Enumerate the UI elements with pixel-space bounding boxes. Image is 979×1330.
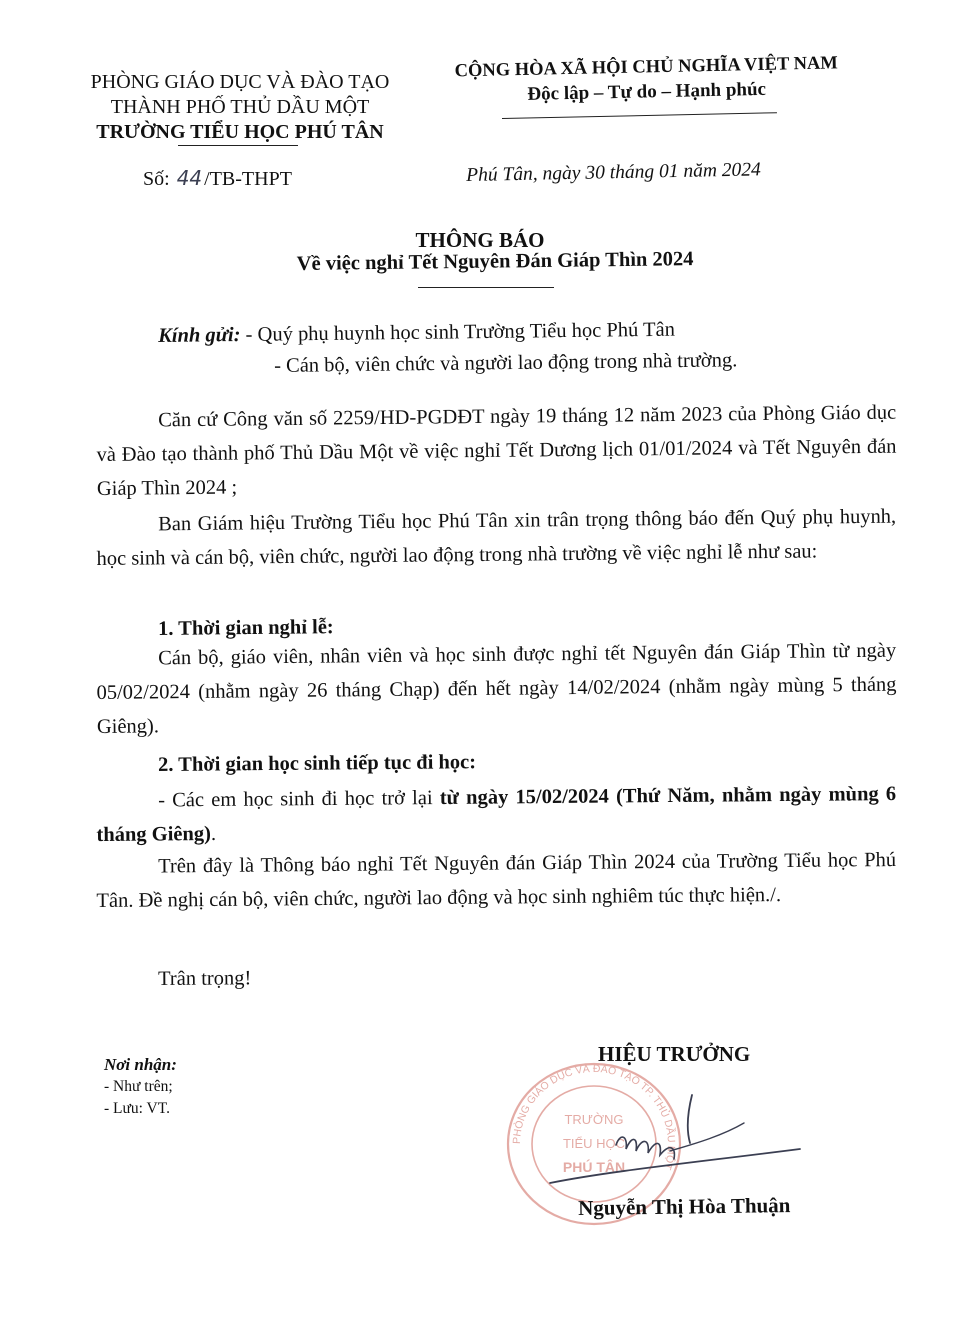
nation-header	[426, 51, 867, 110]
paragraph-announcement: Ban Giám hiệu Trường Tiểu học Phú Tân xin trân trọng thông báo đến Quý phụ huynh, học sinh và cán bộ, viên chức, người lao động trong nhà trường về việc nghỉ lễ như sau:	[96, 505, 897, 570]
return-suffix: .	[210, 822, 217, 845]
school-name: TRƯỜNG TIỂU HỌC PHÚ TÂN	[96, 121, 384, 143]
distribution-label: Nơi nhận:	[104, 1055, 177, 1074]
recipient-line-1: - Quý phụ huynh học sinh Trường Tiểu học Phú Tân	[245, 318, 676, 346]
motto-underline	[502, 112, 777, 119]
section-heading-holiday: 1. Thời gian nghỉ lễ:	[158, 616, 334, 640]
closing-phrase: Trân trọng!	[158, 967, 252, 990]
doc-number-label: Số:	[143, 168, 170, 190]
agency-underline	[178, 145, 298, 146]
document-subtitle: Về việc nghỉ Tết Nguyên Đán Giáp Thìn 2024	[296, 248, 694, 276]
stamp-center-line-3: PHÚ TÂN	[562, 1159, 626, 1175]
paragraph-return-date	[96, 777, 897, 852]
paragraph-legal-basis: Căn cứ Công văn số 2259/HD-PGDĐT ngày 19 tháng 12 năm 2023 của Phòng Giáo dục và Đào tạo thành phố Thủ Dầu Một về việc nghỉ Tết Dương lịch 01/01/2024 và Tết Nguyên đán Giáp Thìn 2024 ;	[96, 401, 897, 500]
agency-header	[60, 70, 420, 145]
distribution-list	[104, 1054, 177, 1120]
recipient-line-2: - Cán bộ, viên chức và người lao động trong nhà trường.	[274, 349, 738, 377]
place-date: Phú Tân, ngày 30 tháng 01 năm 2024	[466, 159, 762, 186]
stamp-center-line-1: TRƯỜNG	[564, 1112, 624, 1127]
recipients-label: Kính gửi:	[158, 323, 241, 347]
paragraph-holiday-period: Cán bộ, giáo viên, nhân viên và học sinh được nghỉ tết Nguyên đán Giáp Thìn từ ngày 05/02/2024 (nhằm ngày 26 tháng Chạp) đến hết ngày 14/02/2024 (nhằm ngày mùng 5 tháng Giêng).	[96, 639, 897, 738]
recipients-block	[158, 319, 675, 348]
distribution-item-1: - Như trên;	[104, 1078, 173, 1095]
stamp-center-line-2: TIỂU HỌC	[562, 1136, 626, 1151]
signer-name: Nguyễn Thị Hòa Thuận	[578, 1193, 791, 1220]
nation-name: CỘNG HÒA XÃ HỘI CHỦ NGHĨA VIỆT NAM	[454, 53, 838, 82]
doc-number-suffix: /TB-THPT	[204, 168, 292, 190]
return-prefix: - Các em học sinh đi học trở lại	[158, 787, 433, 812]
doc-number-handwritten: 44	[176, 166, 203, 190]
document-number	[143, 166, 292, 191]
subtitle-underline	[418, 287, 554, 288]
nation-motto: Độc lập – Tự do – Hạnh phúc	[527, 78, 767, 105]
distribution-item-2: - Lưu: VT.	[104, 1100, 170, 1117]
paragraph-conclusion: Trên đây là Thông báo nghỉ Tết Nguyên đán Giáp Thìn 2024 của Trường Tiểu học Phú Tân. Đề nghị cán bộ, viên chức, người lao động và học sinh nghiêm túc thực hiện./.	[96, 849, 897, 912]
document-title: THÔNG BÁO	[415, 228, 545, 252]
agency-line-1: PHÒNG GIÁO DỤC VÀ ĐÀO TẠO	[90, 71, 390, 93]
stamp-ring-text: PHÒNG GIÁO DỤC VÀ ĐÀO TẠO TP. THỦ DẦU MỘT	[510, 1062, 678, 1172]
section-heading-return: 2. Thời gian học sinh tiếp tục đi học:	[158, 751, 477, 776]
signer-title: HIỆU TRƯỞNG	[598, 1042, 751, 1066]
signature	[520, 1075, 820, 1205]
agency-line-2: THÀNH PHỐ THỦ DẦU MỘT	[110, 96, 370, 118]
return-date-bold: từ ngày 15/02/2024 (Thứ Năm, nhằm ngày mùng 6 tháng Giêng)	[96, 783, 897, 846]
